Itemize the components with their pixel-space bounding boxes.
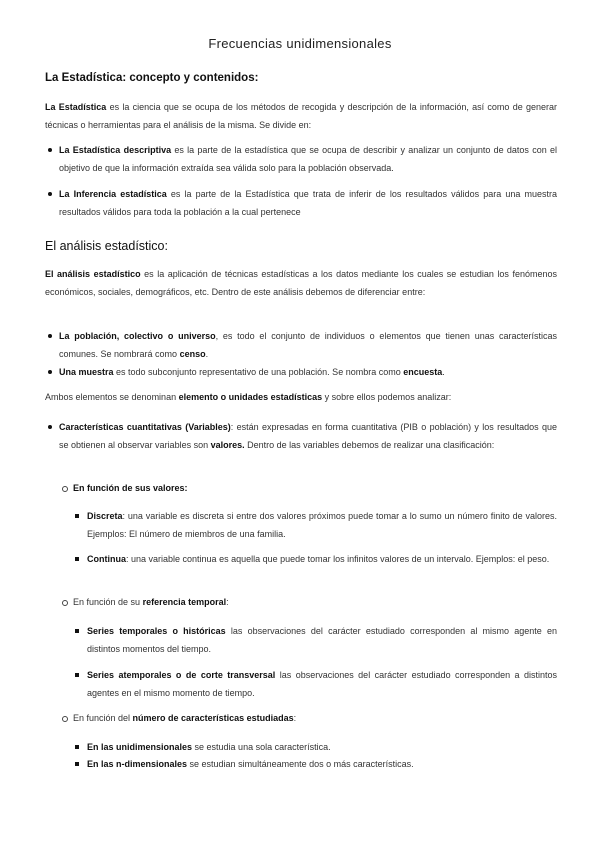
section-heading-analisis: El análisis estadístico: — [45, 239, 168, 253]
term-valores: valores. — [210, 440, 245, 450]
list-item-text: , es todo el conjunto de individuos o elementos que tienen unas características comunes. Se nombrará como — [59, 331, 558, 359]
term-cuantitativas: Características cuantitativas (Variables) — [59, 422, 231, 432]
sub-heading-caracteristicas — [73, 709, 553, 727]
circle-bullet-icon — [62, 600, 68, 606]
bullet-icon — [48, 334, 52, 338]
term-continua: Continua — [87, 554, 126, 564]
list-item-text: las observaciones del carácter estudiado corresponden a distintos agentes en el mismo momento de tiempo. — [87, 670, 558, 698]
term-inferencia: La Inferencia estadística — [59, 189, 167, 199]
term-referencia-temporal: referencia temporal — [142, 597, 227, 607]
list-item-text: es la parte de la Estadística que trata de inferir de los resultados válidos para una muestra resultados válidos para toda la población a la cual pertenece — [59, 189, 558, 217]
term-estadistica: La Estadística — [45, 102, 107, 112]
square-bullet-icon — [75, 762, 79, 766]
list-item-descriptiva — [59, 141, 557, 177]
sub-heading-temporal — [73, 593, 553, 611]
list-item-text: : una variable continua es aquella que puede tomar los infinitos valores de un intervalo. Ejemplos: el peso. — [126, 554, 550, 564]
term-muestra: Una muestra — [59, 367, 114, 377]
bullet-icon — [48, 148, 52, 152]
term-discreta: Discreta — [87, 511, 123, 521]
sub-heading-text: En función de su — [73, 597, 143, 607]
list-item-text: es la parte de la estadística que se ocupa de describir y analizar un conjunto de datos con el objetivo de que la información extraída sea válida solo para la población observada. — [59, 145, 557, 173]
paragraph-text: es la ciencia que se ocupa de los métodos de recogida y descripción de la información, así como de generar técnicas o herramientas para el análisis de la misma. Se divide en: — [45, 102, 557, 130]
term-poblacion: La población, colectivo o universo — [59, 331, 216, 341]
list-item-series-temporales — [87, 622, 557, 658]
circle-bullet-icon — [62, 486, 68, 492]
square-bullet-icon — [75, 557, 79, 561]
paragraph-analisis-intro — [45, 265, 557, 301]
term-elementos: elemento o unidades estadísticas — [178, 392, 323, 402]
list-item-cuantitativas — [59, 418, 557, 454]
list-item-text: : están expresadas en forma cuantitativa (PIB o población) y los resultados que se obtienen al observar variables son — [59, 422, 557, 450]
square-bullet-icon — [75, 673, 79, 677]
circle-bullet-icon — [62, 716, 68, 722]
punctuation: : — [226, 597, 229, 607]
list-item-inferencia — [59, 185, 557, 221]
term-encuesta: encuesta — [403, 367, 443, 377]
section-heading-estadistica: La Estadística: concepto y contenidos: — [45, 72, 259, 84]
punctuation: . — [205, 349, 209, 359]
paragraph-text: es la aplicación de técnicas estadísticas a los datos mediante los cuales se estudian los fenómenos económicos, sociales, demográficos, etc. Dentro de este análisis debemos de diferenciar entre: — [45, 269, 557, 297]
term-series-atemporales: Series atemporales o de corte transversal — [87, 670, 276, 680]
term-numero-caracteristicas: número de características estudiadas — [132, 713, 294, 723]
list-item-poblacion — [59, 327, 557, 363]
list-item-text: Dentro de las variables debemos de realizar una clasificación: — [244, 440, 495, 450]
paragraph-text: Ambos elementos se denominan — [45, 392, 179, 402]
square-bullet-icon — [75, 745, 79, 749]
list-item-text: se estudian simultáneamente dos o más características. — [187, 759, 414, 769]
list-item-discreta — [87, 507, 557, 543]
paragraph-ambos — [45, 388, 557, 406]
list-item-text: es todo subconjunto representativo de una población. Se nombra como — [113, 367, 404, 377]
term-censo: censo — [179, 349, 206, 359]
sub-heading-valores: En función de sus valores: — [73, 483, 188, 493]
punctuation: : — [293, 713, 297, 723]
term-analisis: El análisis estadístico — [45, 269, 141, 279]
bullet-icon — [48, 370, 52, 374]
document-title: Frecuencias unidimensionales — [208, 36, 392, 51]
list-item-text: las observaciones del carácter estudiado corresponden al mismo agente en distintos momentos del tiempo. — [87, 626, 557, 654]
list-item-continua — [87, 550, 557, 568]
list-item-unidimensionales — [87, 738, 557, 756]
list-item-series-atemporales — [87, 666, 557, 702]
list-item-muestra — [59, 363, 557, 381]
list-item-n-dimensionales — [87, 755, 557, 773]
term-n-dimensionales: En las n-dimensionales — [87, 759, 188, 769]
term-series-temporales: Series temporales o históricas — [87, 626, 226, 636]
sub-heading-text: En función del — [73, 713, 133, 723]
bullet-icon — [48, 192, 52, 196]
paragraph-text: y sobre ellos podemos analizar: — [322, 392, 452, 402]
paragraph-estadistica-intro — [45, 98, 557, 134]
bullet-icon — [48, 425, 52, 429]
list-item-text: : una variable es discreta si entre dos valores próximos puede tomar a lo sumo un número finito de valores. Ejemplos: El número de miembros de una familia. — [87, 511, 557, 539]
term-descriptiva: La Estadística descriptiva — [59, 145, 172, 155]
term-unidimensionales: En las unidimensionales — [87, 742, 193, 752]
square-bullet-icon — [75, 629, 79, 633]
square-bullet-icon — [75, 514, 79, 518]
list-item-text: se estudia una sola característica. — [192, 742, 331, 752]
punctuation: . — [442, 367, 445, 377]
